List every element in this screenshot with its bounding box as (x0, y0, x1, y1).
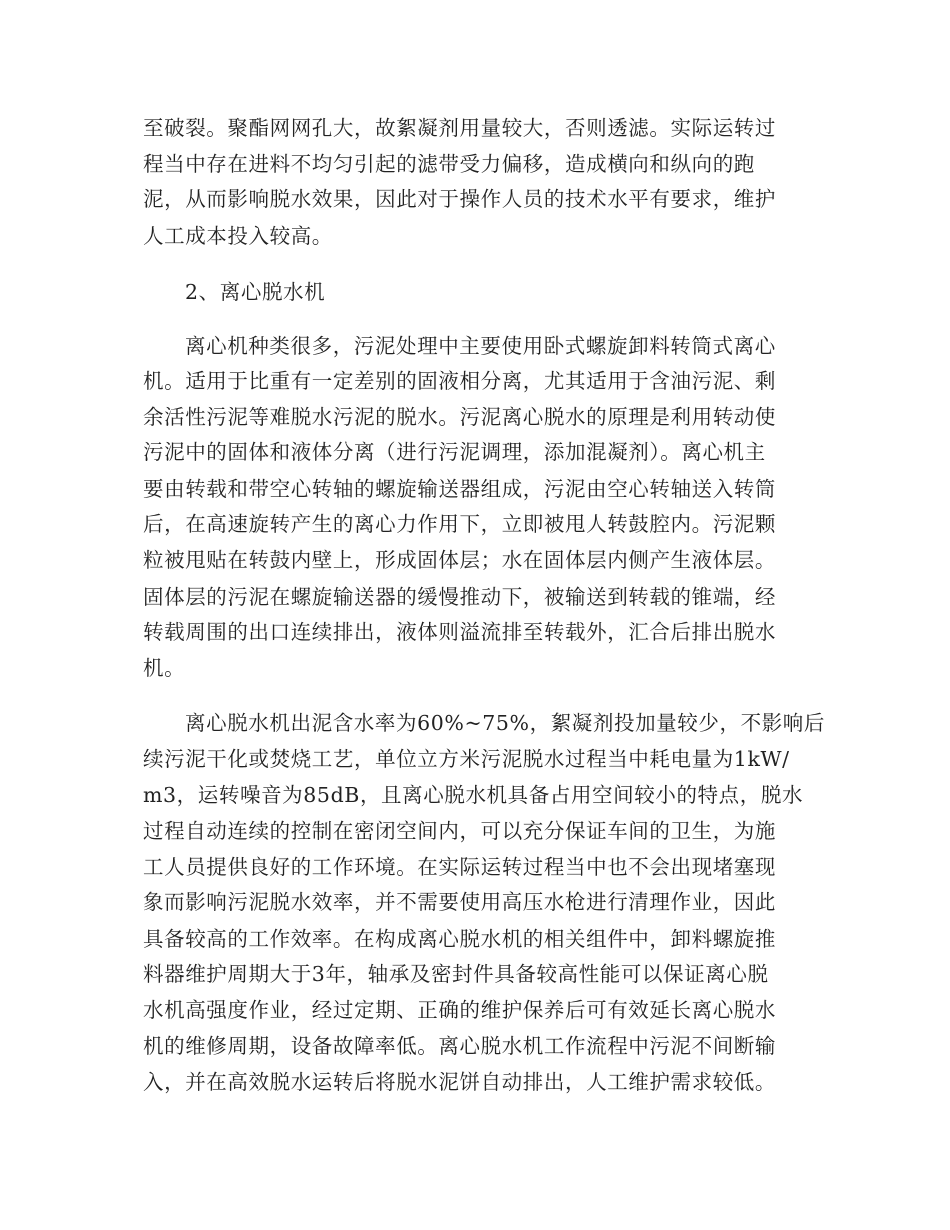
text-line: 要由转载和带空心转轴的螺旋输送器组成，污泥由空心转轴送入转筒 (143, 477, 776, 501)
text-line: 续污泥干化或焚烧工艺，单位立方米污泥脱水过程当中耗电量为1kW/ (143, 747, 790, 771)
text-line: 余活性污泥等难脱水污泥的脱水。污泥离心脱水的原理是利用转动使 (143, 405, 776, 429)
section-heading: 2、离心脱水机 (185, 280, 326, 304)
text-line: 后，在高速旋转产生的离心力作用下，立即被甩人转鼓腔内。污泥颗 (143, 512, 776, 536)
text-line: 料器维护周期大于3年，轴承及密封件具备较高性能可以保证离心脱 (143, 962, 769, 986)
text-line: 象而影响污泥脱水效率，并不需要使用高压水枪进行清理作业，因此 (143, 890, 776, 914)
text-line: 粒被甩贴在转鼓内壁上，形成固体层；水在固体层内侧产生液体层。 (143, 548, 776, 572)
text-line: m3，运转噪音为85dB，且离心脱水机具备占用空间较小的特点，脱水 (143, 783, 804, 807)
text-line: 机的维修周期，设备故障率低。离心脱水机工作流程中污泥不间断输 (143, 1034, 776, 1058)
text-line: 水机高强度作业，经过定期、正确的维护保养后可有效延长离心脱水 (143, 998, 776, 1022)
text-line: 离心脱水机出泥含水率为60%~75%，絮凝剂投加量较少，不影响后 (185, 711, 826, 735)
text-line: 程当中存在进料不均匀引起的滤带受力偏移，造成横向和纵向的跑 (143, 152, 755, 176)
text-line: 工人员提供良好的工作环境。在实际运转过程当中也不会出现堵塞现 (143, 855, 776, 879)
text-line: 至破裂。聚酯网网孔大，故絮凝剂用量较大，否则透滤。实际运转过 (143, 116, 776, 140)
text-line: 过程自动连续的控制在密闭空间内，可以充分保证车间的卫生，为施 (143, 819, 776, 843)
text-line: 泥，从而影响脱水效果，因此对于操作人员的技术水平有要求，维护 (143, 187, 776, 211)
text-line: 固体层的污泥在螺旋输送器的缓慢推动下，被输送到转载的锥端，经 (143, 585, 776, 609)
text-line: 机。 (143, 656, 186, 680)
text-line: 具备较高的工作效率。在构成离心脱水机的相关组件中，卸料螺旋推 (143, 927, 776, 951)
text-line: 离心机种类很多，污泥处理中主要使用卧式螺旋卸料转筒式离心 (185, 334, 776, 358)
text-line: 入，并在高效脱水运转后将脱水泥饼自动排出，人工维护需求较低。 (143, 1070, 776, 1094)
text-line: 转载周围的出口连续排出，液体则溢流排至转载外，汇合后排出脱水 (143, 620, 776, 644)
text-line: 机。适用于比重有一定差别的固液相分离，尤其适用于含油污泥、剩 (143, 369, 776, 393)
text-line: 污泥中的固体和液体分离（进行污泥调理，添加混凝剂）。离心机主 (143, 440, 766, 464)
text-line: 人工成本投入较高。 (143, 224, 333, 248)
